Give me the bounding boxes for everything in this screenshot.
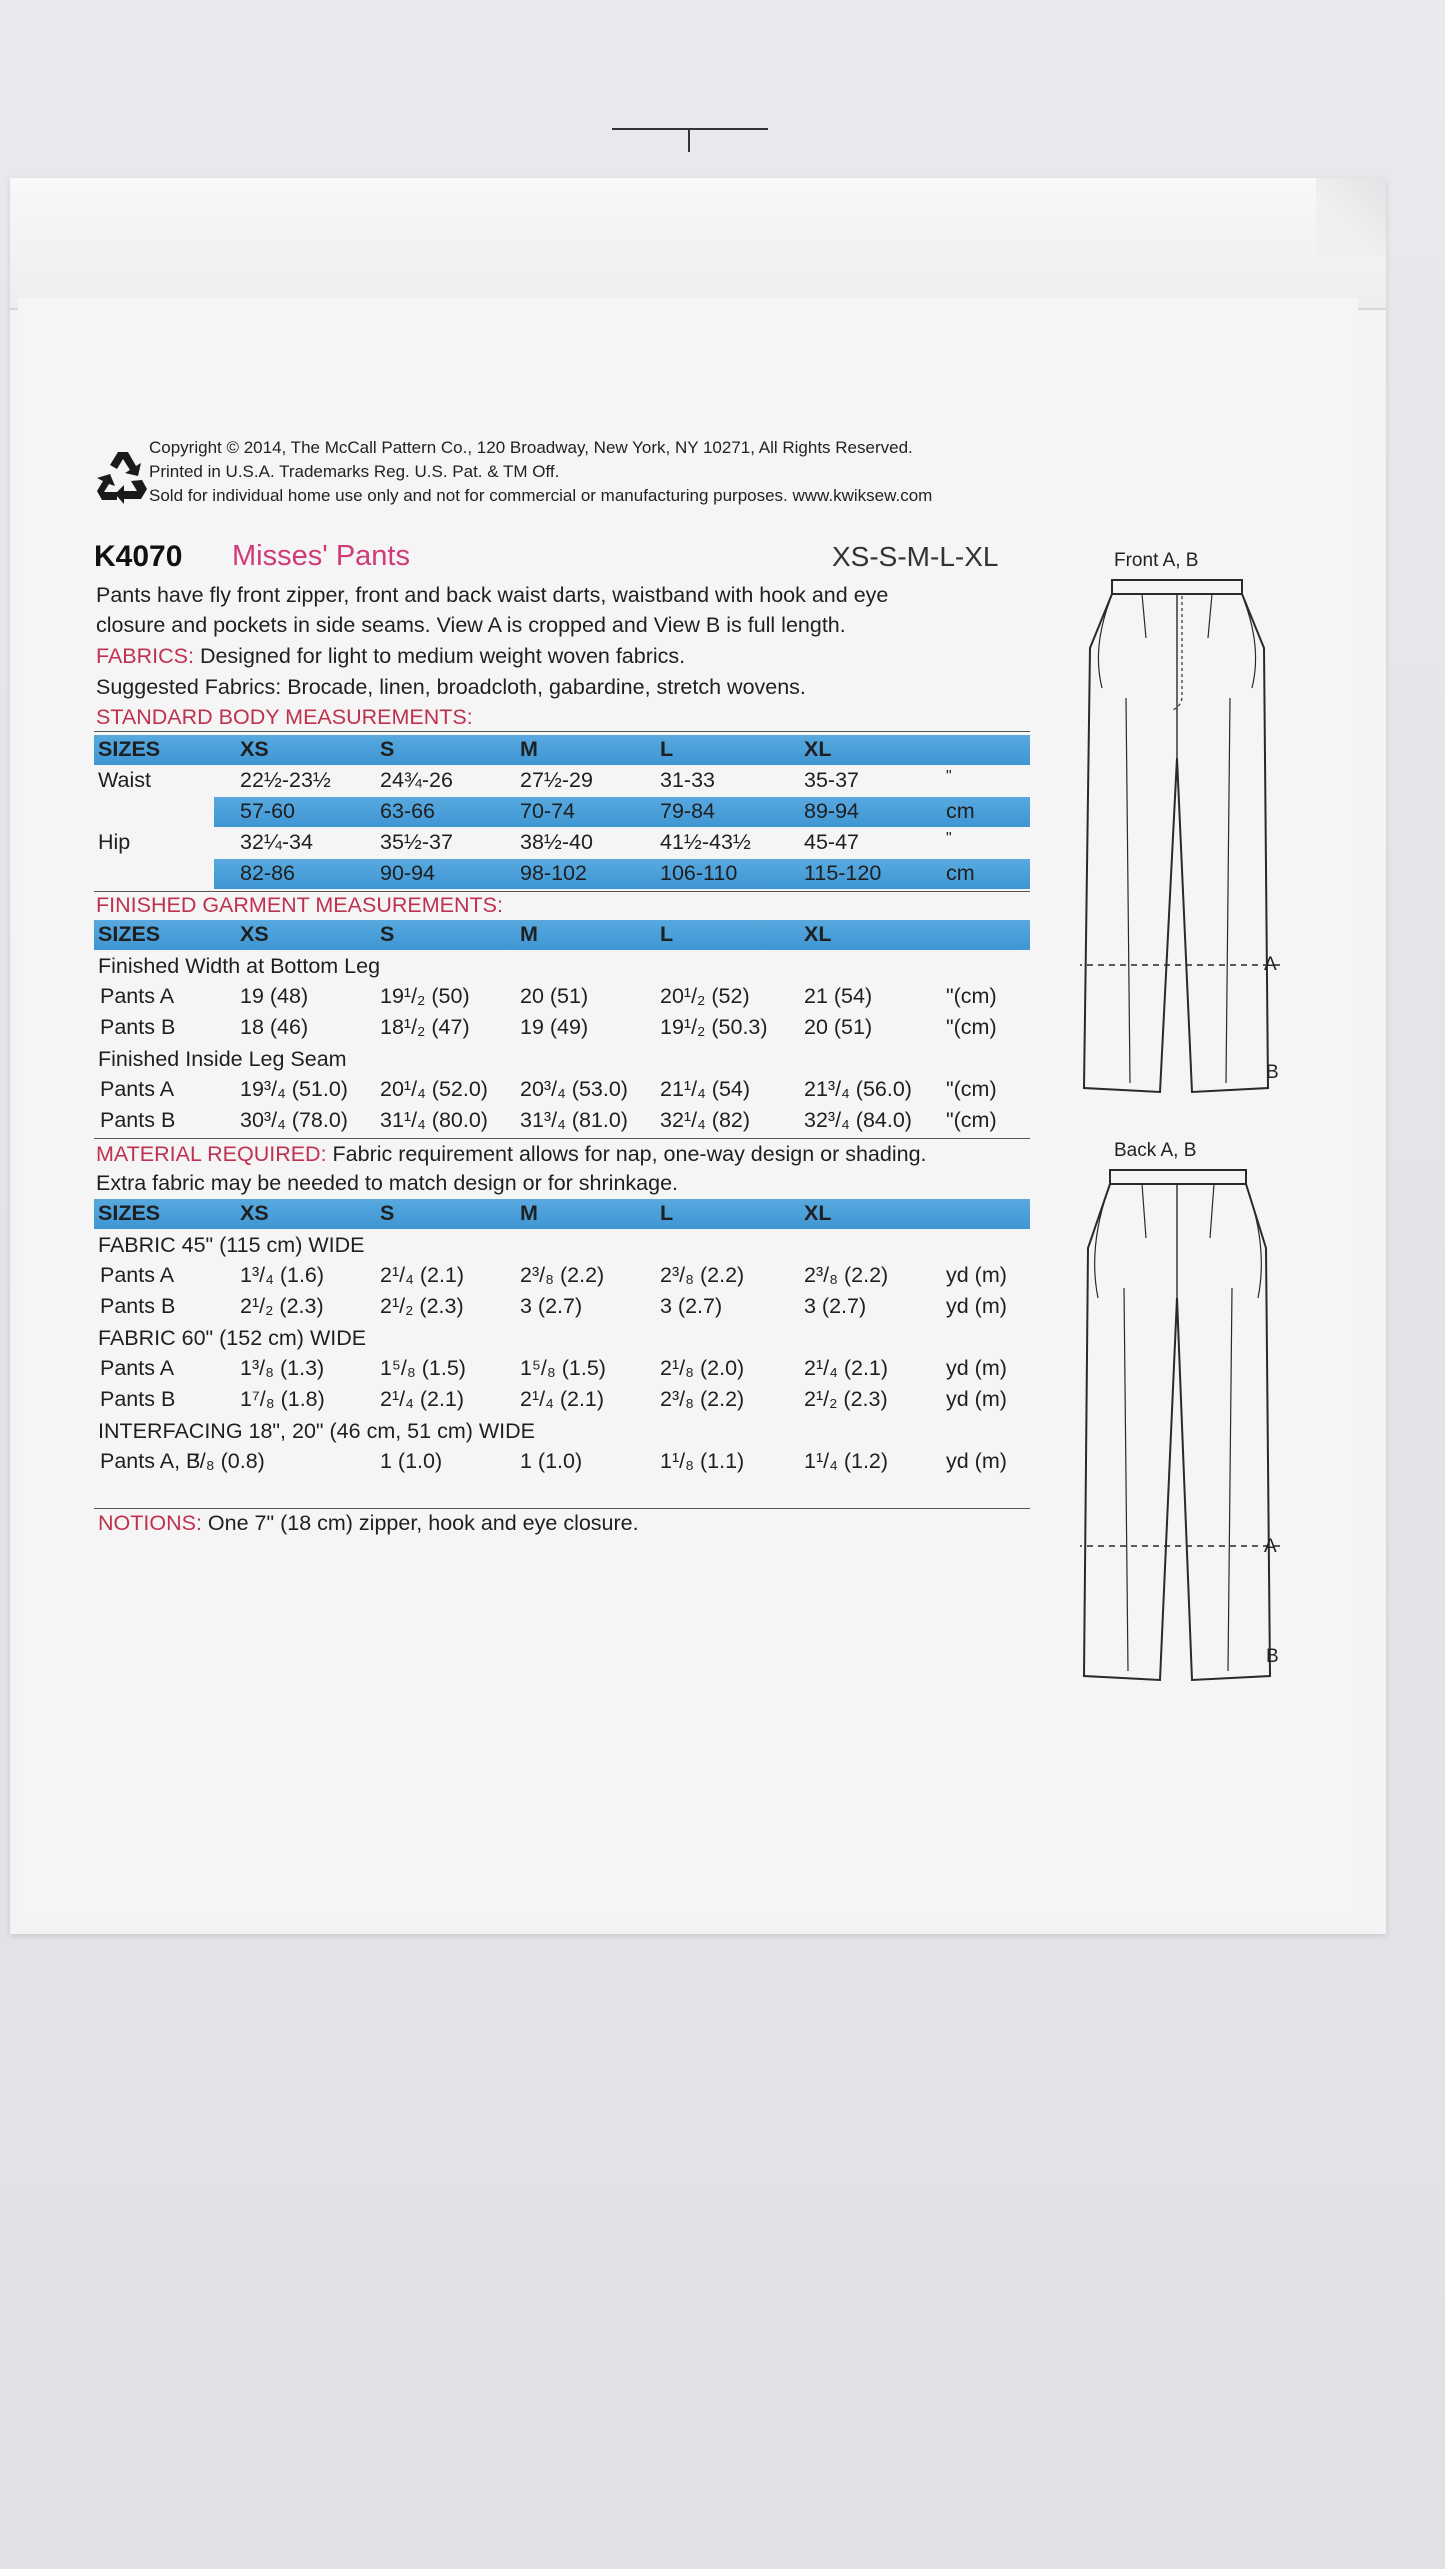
fabrics-label: FABRICS: — [96, 644, 194, 668]
back-line-b-label: B — [1266, 1646, 1279, 1667]
table-row: 82-86 90-94 98-102 106-110 115-120 cm — [240, 861, 975, 885]
front-pants-illustration — [1080, 578, 1280, 1098]
back-line-a-label: A — [1264, 1536, 1277, 1557]
garment-sizes-header: SIZES XS S M L XL — [98, 922, 832, 946]
table-row: Hip 32¼-34 35½-37 38½-40 41½-43½ 45-47 " — [98, 830, 952, 854]
copyright-line-1: Copyright © 2014, The McCall Pattern Co., 120 Broadway, New York, NY 10271, All Rights Reserved. — [149, 438, 913, 457]
description-line-2: closure and pockets in side seams. View A is cropped and View B is full length. — [96, 613, 846, 637]
table-row: Pants B 2¹/₂ (2.3) 2¹/₂ (2.3) 3 (2.7) 3 (2.7) 3 (2.7) yd (m) — [100, 1294, 1007, 1318]
garment-measurements-heading: FINISHED GARMENT MEASUREMENTS: — [96, 893, 503, 917]
body-sizes-header: SIZES XS S M L XL — [98, 737, 832, 761]
material-line-2: Extra fabric may be needed to match design or for shrinkage. — [96, 1171, 679, 1195]
front-line-b-label: B — [1266, 1062, 1279, 1083]
material-sizes-header: SIZES XS S M L XL — [98, 1201, 832, 1225]
fabrics-text: Designed for light to medium weight woven fabrics. — [199, 644, 686, 668]
pattern-title: Misses' Pants — [232, 540, 410, 572]
description-line-1: Pants have fly front zipper, front and back waist darts, waistband with hook and eye — [96, 583, 889, 607]
body-measurements-heading: STANDARD BODY MEASUREMENTS: — [96, 705, 473, 729]
front-view-label: Front A, B — [1114, 550, 1199, 571]
table-row: Pants B 18 (46) 18¹/₂ (47) 19 (49) 19¹/₂ (50.3) 20 (51) "(cm) — [100, 1015, 997, 1039]
inside-leg-title: Finished Inside Leg Seam — [98, 1047, 347, 1071]
back-view-label: Back A, B — [1114, 1140, 1197, 1161]
notions-label: NOTIONS: — [98, 1511, 202, 1535]
pattern-number: K4070 — [94, 540, 183, 573]
table-row: Pants A 19 (48) 19¹/₂ (50) 20 (51) 20¹/₂ (52) 21 (54) "(cm) — [100, 984, 997, 1008]
notions-text: One 7" (18 cm) zipper, hook and eye closure. — [207, 1511, 639, 1535]
recycle-icon — [94, 448, 150, 504]
table-row: 57-60 63-66 70-74 79-84 89-94 cm — [240, 799, 975, 823]
table-row: Pants B 1⁷/₈ (1.8) 2¹/₄ (2.1) 2¹/₄ (2.1) 2³/₈ (2.2) 2¹/₂ (2.3) yd (m) — [100, 1387, 1007, 1411]
table-row: Pants A 19³/₄ (51.0) 20¹/₄ (52.0) 20³/₄ (53.0) 21¹/₄ (54) 21³/₄ (56.0) "(cm) — [100, 1077, 997, 1101]
suggested-fabrics: Suggested Fabrics: Brocade, linen, broadcloth, gabardine, stretch wovens. — [96, 675, 806, 699]
bottom-leg-title: Finished Width at Bottom Leg — [98, 954, 381, 978]
copyright-line-2: Printed in U.S.A. Trademarks Reg. U.S. Pat. & TM Off. — [149, 462, 560, 481]
fabric45-title: FABRIC 45" (115 cm) WIDE — [98, 1233, 365, 1257]
table-row: Pants B 30³/₄ (78.0) 31¹/₄ (80.0) 31³/₄ (81.0) 32¹/₄ (82) 32³/₄ (84.0) "(cm) — [100, 1108, 997, 1132]
material-label: MATERIAL REQUIRED: — [96, 1142, 327, 1166]
copyright-line-3: Sold for individual home use only and not for commercial or manufacturing purposes. www.kwiksew.com — [149, 486, 933, 505]
back-pants-illustration — [1080, 1168, 1280, 1688]
table-row: Pants A 1³/₈ (1.3) 1⁵/₈ (1.5) 1⁵/₈ (1.5) 2¹/₈ (2.0) 2¹/₄ (2.1) yd (m) — [100, 1356, 1007, 1380]
front-line-a-label: A — [1264, 954, 1277, 975]
sizes-range: XS-S-M-L-XL — [832, 541, 999, 572]
table-row: Pants A, B ⁷/₈ (0.8) 1 (1.0) 1 (1.0) 1¹/₈ (1.1) 1¹/₄ (1.2) yd (m) — [100, 1449, 1007, 1473]
table-row: Pants A 1³/₄ (1.6) 2¹/₄ (2.1) 2³/₈ (2.2) 2³/₈ (2.2) 2³/₈ (2.2) yd (m) — [100, 1263, 1007, 1287]
table-row: Waist 22½-23½ 24¾-26 27½-29 31-33 35-37 " — [98, 768, 952, 792]
fabric60-title: FABRIC 60" (152 cm) WIDE — [98, 1326, 367, 1350]
interfacing-title: INTERFACING 18", 20" (46 cm, 51 cm) WIDE — [98, 1419, 535, 1443]
material-text: Fabric requirement allows for nap, one-way design or shading. — [332, 1142, 927, 1166]
